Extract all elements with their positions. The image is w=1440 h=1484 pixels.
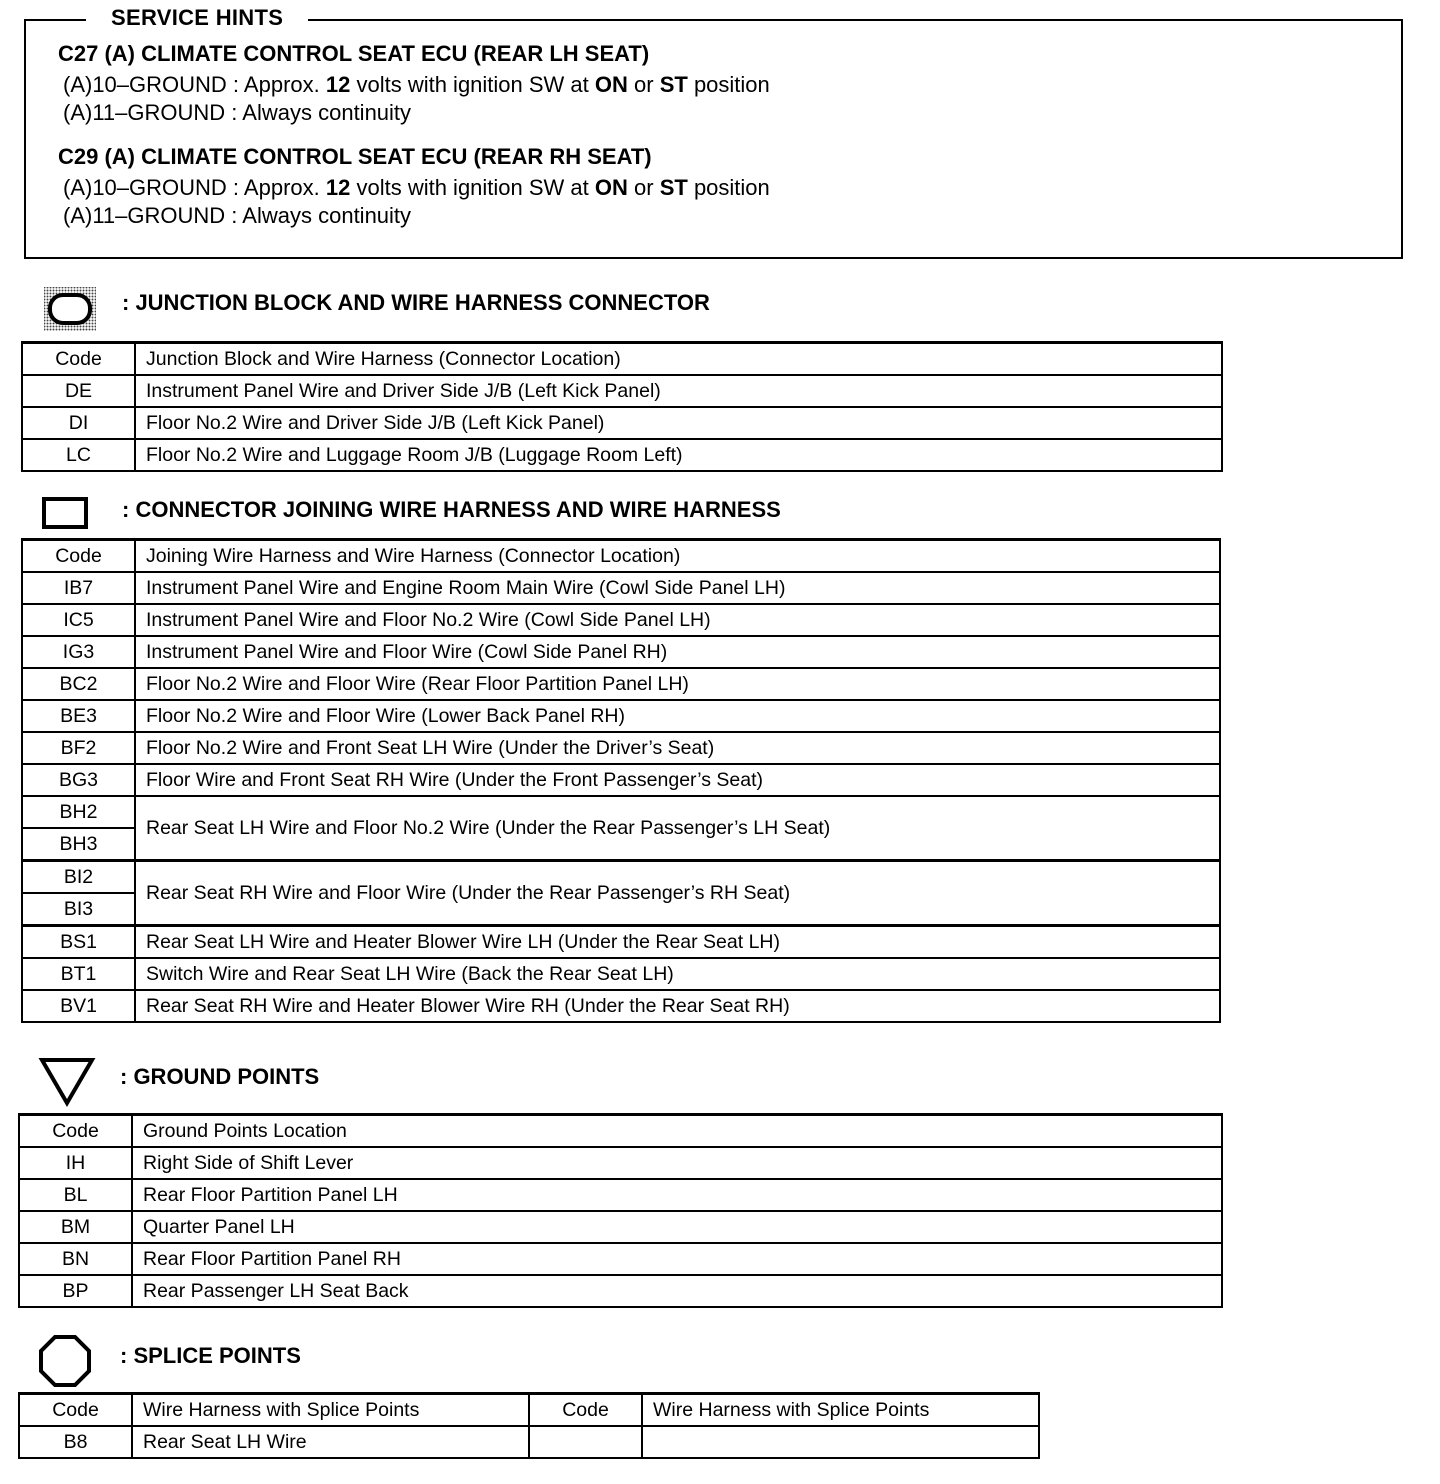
table-row xyxy=(22,572,1220,604)
code-cell: BG3 xyxy=(22,764,135,796)
table-row xyxy=(22,604,1220,636)
triangle-down-icon xyxy=(38,1056,96,1108)
hint-line-c27-10: (A)10–GROUND : Approx. 12 volts with ignition SW at ON or ST position xyxy=(63,72,770,97)
code-cell: BE3 xyxy=(22,700,135,732)
code-cell: IC5 xyxy=(22,604,135,636)
code-cell: BC2 xyxy=(22,668,135,700)
octagon-icon xyxy=(38,1334,92,1388)
header-location: Ground Points Location xyxy=(132,1115,1222,1148)
code-cell: IB7 xyxy=(22,572,135,604)
location-cell: Rear Floor Partition Panel RH xyxy=(132,1243,1222,1275)
table-row xyxy=(19,1147,1222,1179)
location-cell: Switch Wire and Rear Seat LH Wire (Back the Rear Seat LH) xyxy=(135,958,1220,990)
table-header-row xyxy=(22,540,1220,573)
table-header-row xyxy=(19,1115,1222,1148)
location-cell: Instrument Panel Wire and Driver Side J/B (Left Kick Panel) xyxy=(135,375,1222,407)
table-row xyxy=(22,926,1220,959)
header-harness: Wire Harness with Splice Points xyxy=(132,1394,529,1427)
table-row xyxy=(19,1243,1222,1275)
code-cell: BN xyxy=(19,1243,132,1275)
hint-title-c27: C27 (A) CLIMATE CONTROL SEAT ECU (REAR LH SEAT) xyxy=(58,41,650,66)
splice-table xyxy=(18,1392,1040,1459)
splice-heading: : SPLICE POINTS xyxy=(120,1343,301,1368)
location-cell: Right Side of Shift Lever xyxy=(132,1147,1222,1179)
table-row xyxy=(19,1275,1222,1307)
ground-table xyxy=(18,1113,1223,1308)
code-cell: BI2 xyxy=(22,861,135,894)
table-row xyxy=(22,668,1220,700)
table-row xyxy=(22,700,1220,732)
service-hints-legend: SERVICE HINTS xyxy=(86,5,308,31)
code-cell: B8 xyxy=(19,1426,132,1458)
table-row xyxy=(22,796,1220,828)
location-cell: Quarter Panel LH xyxy=(132,1211,1222,1243)
code-cell xyxy=(529,1426,642,1458)
table-row xyxy=(22,636,1220,668)
location-cell: Floor No.2 Wire and Front Seat LH Wire (Under the Driver’s Seat) xyxy=(135,732,1220,764)
harness-cell: Rear Seat LH Wire xyxy=(132,1426,529,1458)
table-row xyxy=(22,990,1220,1022)
location-cell: Rear Seat RH Wire and Heater Blower Wire RH (Under the Rear Seat RH) xyxy=(135,990,1220,1022)
junction-heading: : JUNCTION BLOCK AND WIRE HARNESS CONNECTOR xyxy=(122,290,710,315)
hint-title-c29: C29 (A) CLIMATE CONTROL SEAT ECU (REAR RH SEAT) xyxy=(58,144,652,169)
location-cell: Instrument Panel Wire and Engine Room Main Wire (Cowl Side Panel LH) xyxy=(135,572,1220,604)
code-cell: DI xyxy=(22,407,135,439)
table-row xyxy=(22,439,1222,471)
header-code: Code xyxy=(22,343,135,376)
hint-line-c29-10: (A)10–GROUND : Approx. 12 volts with ignition SW at ON or ST position xyxy=(63,175,770,200)
location-cell: Floor No.2 Wire and Luggage Room J/B (Luggage Room Left) xyxy=(135,439,1222,471)
code-cell: BS1 xyxy=(22,926,135,959)
location-cell: Instrument Panel Wire and Floor Wire (Cowl Side Panel RH) xyxy=(135,636,1220,668)
table-row xyxy=(22,764,1220,796)
code-cell: BI3 xyxy=(22,893,135,926)
code-cell: IG3 xyxy=(22,636,135,668)
hint-line-c29-11: (A)11–GROUND : Always continuity xyxy=(63,203,412,228)
header-code: Code xyxy=(19,1394,132,1427)
code-cell: LC xyxy=(22,439,135,471)
hint-line-c27-11: (A)11–GROUND : Always continuity xyxy=(63,100,412,125)
header-harness: Wire Harness with Splice Points xyxy=(642,1394,1039,1427)
header-code: Code xyxy=(529,1394,642,1427)
table-row xyxy=(19,1179,1222,1211)
code-cell: BL xyxy=(19,1179,132,1211)
header-code: Code xyxy=(22,540,135,573)
table-row xyxy=(19,1426,1039,1458)
code-cell: BT1 xyxy=(22,958,135,990)
header-location: Joining Wire Harness and Wire Harness (Connector Location) xyxy=(135,540,1220,573)
header-location: Junction Block and Wire Harness (Connector Location) xyxy=(135,343,1222,376)
code-cell: BM xyxy=(19,1211,132,1243)
location-cell: Rear Seat LH Wire and Heater Blower Wire LH (Under the Rear Seat LH) xyxy=(135,926,1220,959)
rectangle-icon xyxy=(42,497,88,531)
rounded-rect-icon xyxy=(43,286,97,332)
table-header-row xyxy=(22,343,1222,376)
location-cell: Rear Floor Partition Panel LH xyxy=(132,1179,1222,1211)
table-row xyxy=(22,407,1222,439)
code-cell: BP xyxy=(19,1275,132,1307)
code-cell: BF2 xyxy=(22,732,135,764)
code-cell: DE xyxy=(22,375,135,407)
code-cell: BH3 xyxy=(22,828,135,861)
header-code: Code xyxy=(19,1115,132,1148)
junction-table xyxy=(21,341,1223,472)
location-cell: Rear Seat RH Wire and Floor Wire (Under the Rear Passenger’s RH Seat) xyxy=(135,861,1220,926)
location-cell: Instrument Panel Wire and Floor No.2 Wire (Cowl Side Panel LH) xyxy=(135,604,1220,636)
connector-table xyxy=(21,538,1221,1023)
location-cell: Floor No.2 Wire and Driver Side J/B (Left Kick Panel) xyxy=(135,407,1222,439)
code-cell: IH xyxy=(19,1147,132,1179)
table-row xyxy=(22,375,1222,407)
table-row xyxy=(19,1211,1222,1243)
ground-heading: : GROUND POINTS xyxy=(120,1064,320,1089)
location-cell: Rear Passenger LH Seat Back xyxy=(132,1275,1222,1307)
table-header-row xyxy=(19,1394,1039,1427)
location-cell: Rear Seat LH Wire and Floor No.2 Wire (Under the Rear Passenger’s LH Seat) xyxy=(135,796,1220,861)
table-row xyxy=(22,732,1220,764)
table-row xyxy=(22,958,1220,990)
harness-cell xyxy=(642,1426,1039,1458)
table-row xyxy=(22,861,1220,894)
location-cell: Floor No.2 Wire and Floor Wire (Rear Floor Partition Panel LH) xyxy=(135,668,1220,700)
code-cell: BV1 xyxy=(22,990,135,1022)
location-cell: Floor Wire and Front Seat RH Wire (Under the Front Passenger’s Seat) xyxy=(135,764,1220,796)
code-cell: BH2 xyxy=(22,796,135,828)
connector-heading: : CONNECTOR JOINING WIRE HARNESS AND WIRE HARNESS xyxy=(122,497,781,522)
location-cell: Floor No.2 Wire and Floor Wire (Lower Back Panel RH) xyxy=(135,700,1220,732)
